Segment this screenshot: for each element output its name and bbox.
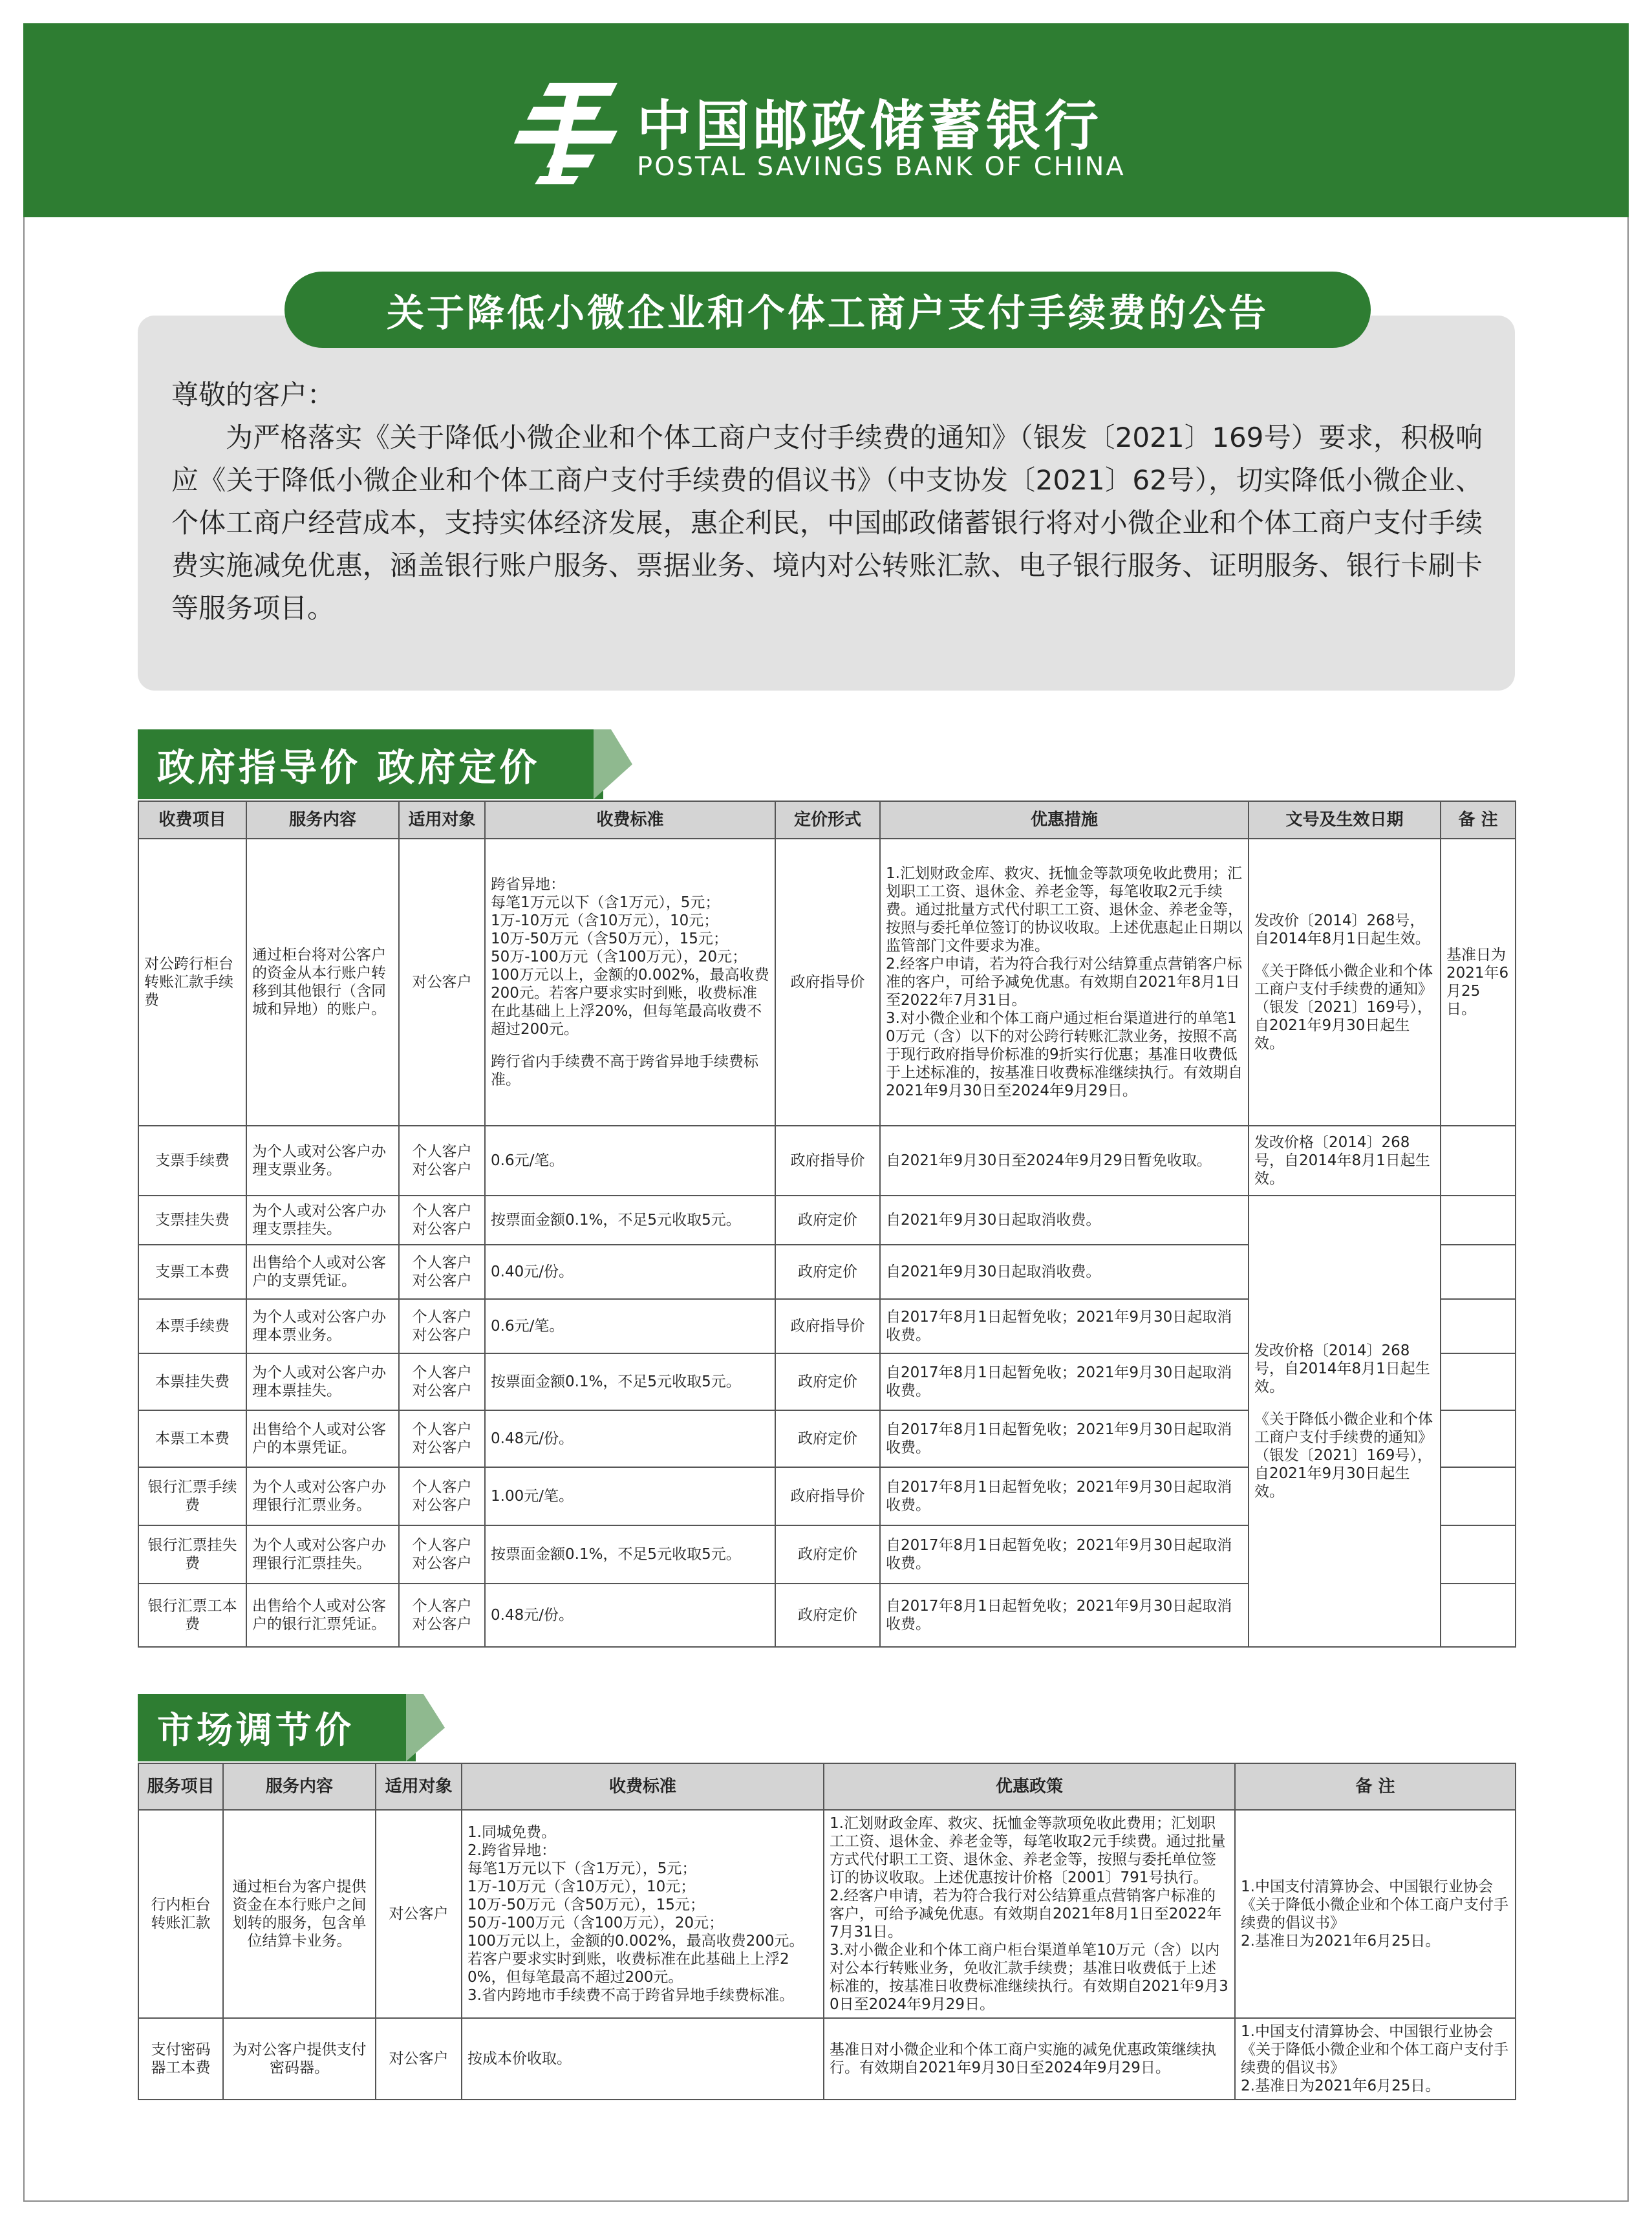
row-standard: 0.6元/笔。 [485, 1299, 775, 1353]
row-measure: 自2017年8月1日起暂免收；2021年9月30日起取消收费。 [880, 1353, 1249, 1410]
row-content: 出售给个人或对公客户的本票凭证。 [246, 1410, 399, 1467]
gov-header-standard: 收费标准 [485, 801, 775, 839]
market-price-table [138, 1763, 1516, 2100]
row-measure: 自2017年8月1日起暂免收；2021年9月30日起取消收费。 [880, 1467, 1249, 1525]
section-gov-title-band [138, 729, 636, 799]
row-doc-text: 发改价〔2014〕268号，自2014年8月1日起生效。 [1254, 912, 1430, 947]
row-item: 行内柜台转账汇款 [138, 1810, 223, 2018]
market-header-policy: 优惠政策 [824, 1763, 1235, 1810]
row-standard: 按票面金额0.1%，不足5元收取5元。 [485, 1353, 775, 1410]
row-target: 个人客户 对公客户 [399, 1245, 485, 1299]
row-policy: 1.汇划财政金库、救灾、抚恤金等款项免收此费用；汇划职工工资、退休金、养老金等，每笔收取2元手续费。通过批量方式代付职工工资、退休金、养老金等，按照与委托单位签订的协议收取。上述优惠按计价格〔2001〕791号执行。 2.经客户申请，若为符合我行对公结算重点营销客户标准的客户，可给予减免优惠。有效期自2021年8月1日至2022年7月31日。 3.对小微企业和个体工商户柜台渠道单笔10万元（含）以内对公本行转账业务，免收汇款手续费；基准日收费低于上述标准的，按基准日收费标准继续执行。有效期自2021年9月30日至2024年9月29日。 [824, 1810, 1235, 2018]
row-doc [1249, 839, 1441, 1126]
row-content: 为个人或对公客户办理本票业务。 [246, 1299, 399, 1353]
row-pricing: 政府指导价 [775, 1126, 880, 1196]
row-measure: 自2021年9月30日至2024年9月29日暂免收取。 [880, 1126, 1249, 1196]
row-item: 支付密码器工本费 [138, 2018, 223, 2100]
row-remark: 1.中国支付清算协会、中国银行业协会《关于降低小微企业和个体工商户支付手续费的倡议书》 2.基准日为2021年6月25日。 [1235, 1810, 1516, 2018]
row-item: 支票手续费 [138, 1126, 246, 1196]
row-remark [1441, 1245, 1516, 1299]
row-measure: 自2021年9月30日起取消收费。 [880, 1196, 1249, 1245]
row-target: 对公客户 [376, 2018, 462, 2100]
gov-header-target: 适用对象 [399, 801, 485, 839]
gov-header-doc: 文号及生效日期 [1249, 801, 1441, 839]
table-row [138, 1126, 1516, 1196]
row-content: 为对公客户提供支付密码器。 [223, 2018, 376, 2100]
row-target: 个人客户 对公客户 [399, 1353, 485, 1410]
row-content: 通过柜台将对公客户的资金从本行账户转移到其他银行（含同城和异地）的账户。 [246, 839, 399, 1126]
row-remark [1441, 1196, 1516, 1245]
row-item: 支票工本费 [138, 1245, 246, 1299]
section-market-title-band [138, 1694, 448, 1761]
row-pricing: 政府指导价 [775, 1467, 880, 1525]
row-remark [1441, 1467, 1516, 1525]
row-item: 本票工本费 [138, 1410, 246, 1467]
notice-body: 为严格落实《关于降低小微企业和个体工商户支付手续费的通知》（银发〔2021〕169号）要求，积极响应《关于降低小微企业和个体工商户支付手续费的倡议书》（中支协发〔2021〕62号），切实降低小微企业、个体工商户经营成本，支持实体经济发展，惠企利民，中国邮政储蓄银行将对小微企业和个体工商户支付手续费实施减免优惠，涵盖银行账户服务、票据业务、境内对公转账汇款、电子银行服务、证明服务、银行卡刷卡等服务项目。 [171, 422, 1483, 624]
row-target: 个人客户 对公客户 [399, 1584, 485, 1647]
row-measure: 1.汇划财政金库、救灾、抚恤金等款项免收此费用；汇划职工工资、退休金、养老金等，每笔收取2元手续费。通过批量方式代付职工工资、退休金、养老金等，按照与委托单位签订的协议收取。上述优惠起止日期以监管部门文件要求为准。 2.经客户申请，若为符合我行对公结算重点营销客户标准的客户，可给予减免优惠。有效期自2021年8月1日至2022年7月31日。 3.对小微企业和个体工商户通过柜台渠道进行的单笔10万元（含）以下的对公跨行转账汇款业务，按照不高于现行政府指导价标准的9折实行优惠；基准日收费低于上述标准的，按基准日收费标准继续执行。有效期自2021年9月30日至2024年9月29日。 [880, 839, 1249, 1126]
market-header-content: 服务内容 [223, 1763, 376, 1810]
row-standard: 0.48元/份。 [485, 1584, 775, 1647]
row-pricing: 政府指导价 [775, 1299, 880, 1353]
market-header-target: 适用对象 [376, 1763, 462, 1810]
row-target: 对公客户 [376, 1810, 462, 2018]
gov-header-measure: 优惠措施 [880, 801, 1249, 839]
merged-doc-cell [1249, 1196, 1441, 1647]
row-item: 本票挂失费 [138, 1353, 246, 1410]
row-standard: 按成本价收取。 [462, 2018, 824, 2100]
row-standard: 0.6元/笔。 [485, 1126, 775, 1196]
row-content: 为个人或对公客户办理本票挂失。 [246, 1353, 399, 1410]
row-pricing: 政府定价 [775, 1410, 880, 1467]
row-remark [1441, 1525, 1516, 1584]
row-content: 出售给个人或对公客户的支票凭证。 [246, 1245, 399, 1299]
row-remark [1441, 1126, 1516, 1196]
row-target: 个人客户 对公客户 [399, 1410, 485, 1467]
row-remark: 基准日为2021年6月25日。 [1441, 839, 1516, 1126]
row-target: 个人客户 对公客户 [399, 1299, 485, 1353]
row-remark [1441, 1410, 1516, 1467]
brand-name-cn: 中国邮政储蓄银行 [637, 94, 1103, 158]
notice-title: 关于降低小微企业和个体工商户支付手续费的公告 [284, 272, 1371, 348]
gov-price-table [138, 801, 1516, 1648]
gov-header-item: 收费项目 [138, 801, 246, 839]
row-standard-extra: 跨行省内手续费不高于跨省异地手续费标准。 [491, 1053, 758, 1088]
row-pricing: 政府指导价 [775, 839, 880, 1126]
row-standard: 0.48元/份。 [485, 1410, 775, 1467]
row-item: 银行汇票工本费 [138, 1584, 246, 1647]
row-doc-extra: 《关于降低小微企业和个体工商户支付手续费的通知》（银发〔2021〕169号），自2021年9月30日起生效。 [1254, 963, 1433, 1052]
row-measure: 自2017年8月1日起暂免收；2021年9月30日起取消收费。 [880, 1299, 1249, 1353]
merged-doc-text: 发改价格〔2014〕268号，自2014年8月1日起生效。 [1254, 1342, 1430, 1395]
row-item: 对公跨行柜台转账汇款手续费 [138, 839, 246, 1126]
gov-header-pricing: 定价形式 [775, 801, 880, 839]
row-pricing: 政府定价 [775, 1584, 880, 1647]
row-pricing: 政府定价 [775, 1525, 880, 1584]
market-header-remark: 备 注 [1235, 1763, 1516, 1810]
row-pricing: 政府定价 [775, 1245, 880, 1299]
row-measure: 自2017年8月1日起暂免收；2021年9月30日起取消收费。 [880, 1410, 1249, 1467]
row-pricing: 政府定价 [775, 1196, 880, 1245]
table-row [138, 1810, 1516, 2018]
row-content: 出售给个人或对公客户的银行汇票凭证。 [246, 1584, 399, 1647]
row-target: 个人客户 对公客户 [399, 1126, 485, 1196]
table-row [138, 2018, 1516, 2100]
section-gov-title: 政府指导价 政府定价 [157, 746, 541, 790]
row-standard: 按票面金额0.1%，不足5元收取5元。 [485, 1196, 775, 1245]
row-measure: 自2021年9月30日起取消收费。 [880, 1245, 1249, 1299]
row-remark [1441, 1584, 1516, 1647]
row-remark [1441, 1299, 1516, 1353]
row-standard: 按票面金额0.1%，不足5元收取5元。 [485, 1525, 775, 1584]
row-target: 个人客户 对公客户 [399, 1196, 485, 1245]
row-target: 个人客户 对公客户 [399, 1525, 485, 1584]
row-measure: 自2017年8月1日起暂免收；2021年9月30日起取消收费。 [880, 1525, 1249, 1584]
row-pricing: 政府定价 [775, 1353, 880, 1410]
row-doc: 发改价格〔2014〕268号，自2014年8月1日起生效。 [1249, 1126, 1441, 1196]
row-item: 本票手续费 [138, 1299, 246, 1353]
table-row [138, 839, 1516, 1126]
row-content: 为个人或对公客户办理银行汇票挂失。 [246, 1525, 399, 1584]
row-standard: 1.00元/笔。 [485, 1467, 775, 1525]
row-target: 个人客户 对公客户 [399, 1467, 485, 1525]
brand-name-en: POSTAL SAVINGS BANK OF CHINA [637, 152, 1126, 182]
row-measure: 自2017年8月1日起暂免收；2021年9月30日起取消收费。 [880, 1584, 1249, 1647]
gov-header-remark: 备 注 [1441, 801, 1516, 839]
row-content: 为个人或对公客户办理支票挂失。 [246, 1196, 399, 1245]
notice-greeting: 尊敬的客户： [171, 379, 335, 411]
row-item: 支票挂失费 [138, 1196, 246, 1245]
market-header-item: 服务项目 [138, 1763, 223, 1810]
row-standard: 0.40元/份。 [485, 1245, 775, 1299]
psbc-logo-icon [514, 78, 621, 184]
row-content: 为个人或对公客户办理银行汇票业务。 [246, 1467, 399, 1525]
row-content: 通过柜台为客户提供资金在本行账户之间划转的服务，包含单位结算卡业务。 [223, 1810, 376, 2018]
row-target: 对公客户 [399, 839, 485, 1126]
merged-doc-extra: 《关于降低小微企业和个体工商户支付手续费的通知》（银发〔2021〕169号），自2021年9月30日起生效。 [1254, 1411, 1433, 1500]
row-policy: 基准日对小微企业和个体工商户实施的减免优惠政策继续执行。有效期自2021年9月30日至2024年9月29日。 [824, 2018, 1235, 2100]
row-item: 银行汇票手续费 [138, 1467, 246, 1525]
notice-intro [138, 316, 1515, 691]
gov-header-content: 服务内容 [246, 801, 399, 839]
row-remark: 1.中国支付清算协会、中国银行业协会《关于降低小微企业和个体工商户支付手续费的倡议书》 2.基准日为2021年6月25日。 [1235, 2018, 1516, 2100]
table-row [138, 1196, 1516, 1245]
market-header-standard: 收费标准 [462, 1763, 824, 1810]
row-item: 银行汇票挂失费 [138, 1525, 246, 1584]
row-standard-text: 跨省异地： 每笔1万元以下（含1万元），5元； 1万-10万元（含10万元），10元； 10万-50万元（含50万元），15元； 50万-100万元（含100万元），20元； 100万元以上，金额的0.002%，最高收费200元。若客户要求实时到账，收费标准在此基础上上浮20%，但每笔最高收费不超过200元。 [491, 876, 769, 1038]
row-standard: 1.同城免费。 2.跨省异地： 每笔1万元以下（含1万元），5元； 1万-10万元（含10万元），10元； 10万-50万元（含50万元），15元； 50万-100万元（含100万元），20元； 100万元以上，金额的0.002%，最高收费200元。若客户要求实时到账，收费标准在此基础上上浮20%，但每笔最高不超过200元。 3.省内跨地市手续费不高于跨省异地手续费标准。 [462, 1810, 824, 2018]
section-market-title: 市场调节价 [157, 1710, 354, 1752]
row-remark [1441, 1353, 1516, 1410]
row-content: 为个人或对公客户办理支票业务。 [246, 1126, 399, 1196]
row-standard [485, 839, 775, 1126]
